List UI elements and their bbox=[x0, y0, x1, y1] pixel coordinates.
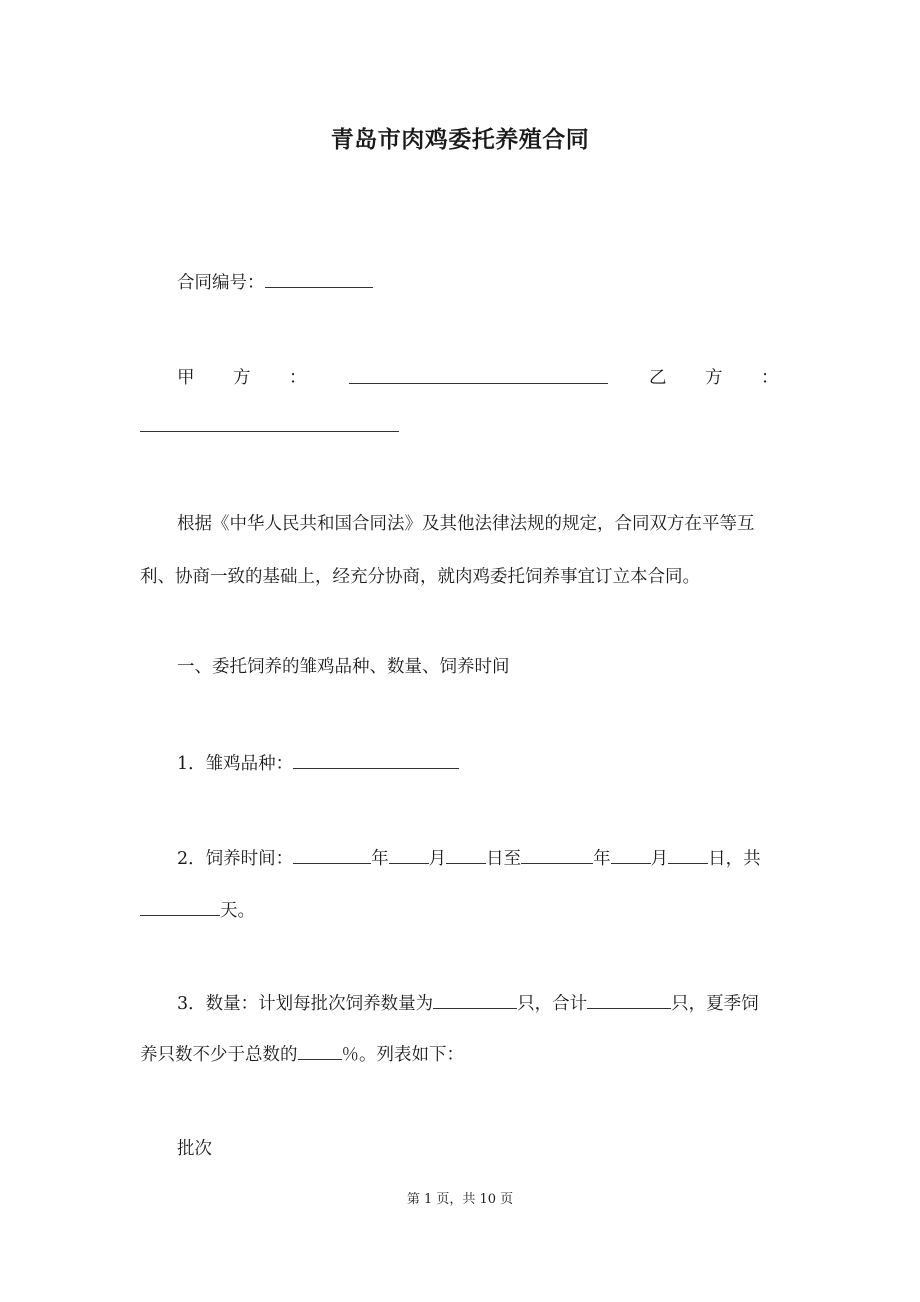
section1-heading: 一、委托饲养的雏鸡品种、数量、饲养时间 bbox=[177, 657, 510, 677]
end-year-field[interactable] bbox=[521, 846, 593, 864]
party-a-label-char2: 方 bbox=[233, 368, 251, 388]
item3-line2-part2: ％。列表如下： bbox=[341, 1045, 464, 1065]
party-b-label-char2: 方 bbox=[705, 368, 723, 388]
intro-paragraph-line2: 利、协商一致的基础上，经充分协商，就肉鸡委托饲养事宜订立本合同。 bbox=[140, 567, 700, 587]
total-days-field[interactable] bbox=[140, 898, 220, 916]
party-a-colon: ： bbox=[289, 368, 307, 388]
item3-line2 bbox=[140, 1042, 464, 1067]
start-month-field[interactable] bbox=[389, 846, 429, 864]
contract-number-label: 合同编号： bbox=[177, 273, 265, 293]
day-char-1: 日 bbox=[486, 849, 504, 869]
days-suffix: 天。 bbox=[220, 901, 255, 921]
contract-number-line bbox=[177, 270, 373, 295]
item1-line bbox=[177, 751, 459, 776]
to-char: 至 bbox=[503, 849, 522, 869]
party-a-underline bbox=[349, 383, 608, 384]
month-char-2: 月 bbox=[650, 849, 669, 869]
summer-percent-field[interactable] bbox=[298, 1042, 342, 1060]
page-footer: 第 1 页，共 10 页 bbox=[406, 1192, 514, 1207]
party-b-colon: ： bbox=[761, 368, 779, 388]
total-quantity-field[interactable] bbox=[587, 991, 671, 1009]
item3-line bbox=[177, 991, 759, 1016]
year-char-1: 年 bbox=[371, 849, 389, 869]
start-day-field[interactable] bbox=[446, 846, 486, 864]
per-batch-quantity-field[interactable] bbox=[433, 991, 517, 1009]
item2-line2 bbox=[140, 898, 255, 923]
month-char-1: 月 bbox=[428, 849, 447, 869]
item2-label: 2．饲养时间： bbox=[177, 849, 294, 869]
contract-number-field[interactable] bbox=[265, 270, 373, 288]
total-suffix: ，共 bbox=[725, 849, 761, 869]
item1-label: 1．雏鸡品种： bbox=[177, 754, 294, 774]
chick-breed-field[interactable] bbox=[293, 751, 459, 769]
item3-part1: 3．数量：计划每批次饲养数量为 bbox=[177, 994, 434, 1014]
intro-paragraph-line1: 根据《中华人民共和国合同法》及其他法律法规的规定，合同双方在平等互 bbox=[177, 514, 755, 534]
year-char-2: 年 bbox=[593, 849, 611, 869]
item3-part3: 只，夏季饲 bbox=[671, 994, 759, 1014]
item3-line2-part1: 养只数不少于总数的 bbox=[140, 1045, 298, 1065]
item3-part2: 只，合计 bbox=[517, 994, 588, 1014]
document-title: 青岛市肉鸡委托养殖合同 bbox=[330, 127, 590, 153]
party-b-label-char1: 乙 bbox=[649, 368, 667, 388]
batch-label: 批次 bbox=[177, 1139, 212, 1159]
day-char-2: 日 bbox=[708, 849, 726, 869]
party-a-label-char1: 甲 bbox=[177, 368, 195, 388]
end-month-field[interactable] bbox=[611, 846, 651, 864]
end-day-field[interactable] bbox=[668, 846, 708, 864]
start-year-field[interactable] bbox=[293, 846, 371, 864]
party-b-field[interactable] bbox=[140, 431, 399, 432]
item2-line bbox=[177, 846, 761, 871]
